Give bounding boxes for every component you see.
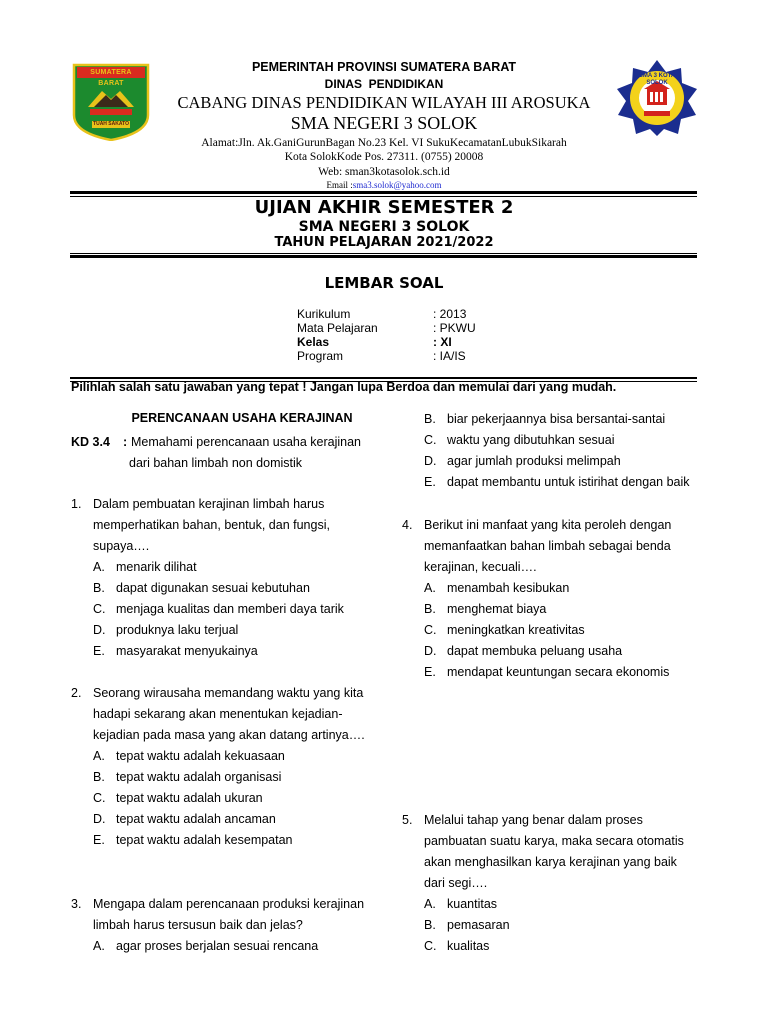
option-c[interactable] [424, 936, 510, 957]
option-text: agar proses berjalan sesuai rencana [116, 939, 319, 953]
info-key: Kelas [297, 335, 330, 349]
option-text: menghemat biaya [447, 602, 547, 616]
info-kelas [297, 335, 452, 349]
option-e[interactable] [424, 472, 690, 493]
header-line-3: CABANG DINAS PENDIDIKAN WILAYAH III AROSUKA [177, 93, 591, 112]
question-stem: Mengapa dalam perencanaan produksi kerajinan limbah harus tersusun baik dan jelas? [93, 897, 365, 932]
info-key: Kurikulum [297, 307, 351, 321]
option-list [93, 746, 293, 851]
left-logo-motto: TUAH SAKATO [93, 121, 129, 127]
info-value: : IA/IS [433, 349, 466, 363]
option-text: pemasaran [447, 918, 510, 932]
option-letter: E. [424, 665, 436, 679]
option-letter: E. [93, 644, 105, 658]
option-letter: A. [424, 897, 436, 911]
option-c[interactable] [424, 430, 690, 451]
option-text: tepat waktu adalah ancaman [116, 812, 276, 826]
option-c[interactable] [93, 599, 344, 620]
question-number: 2. [71, 686, 82, 700]
option-list [424, 578, 669, 683]
sheet-title: LEMBAR SOAL [324, 274, 444, 292]
option-letter: B. [93, 581, 105, 595]
question-number: 5. [402, 813, 413, 827]
option-c[interactable] [424, 620, 669, 641]
option-letter: A. [424, 581, 436, 595]
option-list [424, 409, 690, 493]
option-d[interactable] [424, 451, 690, 472]
option-letter: D. [424, 644, 437, 658]
info-mata-pelajaran [297, 321, 476, 335]
question-stem: Berikut ini manfaat yang kita peroleh dengan memanfaatkan bahan limbah sebagai benda kerajinan, kecuali…. [424, 518, 672, 574]
right-logo-title: SMA 3 KOTA SOLOK [638, 73, 676, 86]
option-letter: D. [424, 454, 437, 468]
option-text: kuantitas [447, 897, 498, 911]
instruction: Pilihlah salah satu jawaban yang tepat ! Jangan lupa Berdoa dan memulai dari yang mudah. [71, 380, 617, 394]
option-text: masyarakat menyukainya [116, 644, 258, 658]
option-a[interactable] [93, 936, 318, 957]
info-value: : XI [433, 335, 452, 349]
option-text: tepat waktu adalah organisasi [116, 770, 282, 784]
option-letter: C. [424, 433, 437, 447]
option-letter: E. [424, 475, 436, 489]
option-text: mendapat keuntungan secara ekonomis [447, 665, 670, 679]
option-d[interactable] [93, 809, 293, 830]
option-a[interactable] [93, 746, 293, 767]
email-link[interactable]: sma3.solok@yahoo.com [352, 180, 442, 190]
kd-separator: : [123, 435, 128, 449]
option-text: biar pekerjaannya bisa bersantai-santai [447, 412, 666, 426]
option-b[interactable] [93, 767, 293, 788]
info-value: : 2013 [433, 307, 467, 321]
option-e[interactable] [424, 662, 669, 683]
option-list [93, 936, 318, 957]
option-letter: A. [93, 560, 105, 574]
option-text: kualitas [447, 939, 490, 953]
option-text: tepat waktu adalah kekuasaan [116, 749, 285, 763]
question-number: 4. [402, 518, 413, 532]
title-rule-thin [70, 253, 697, 254]
exam-year: TAHUN PELAJARAN 2021/2022 [274, 235, 494, 250]
option-list [424, 894, 510, 957]
option-text: waktu yang dibutuhkan sesuai [447, 433, 615, 447]
option-text: dapat membuka peluang usaha [447, 644, 623, 658]
header-address-2: Kota SolokKode Pos. 27311. (0755) 20008 [284, 151, 484, 163]
left-logo-title: SUMATERA BARAT [90, 69, 132, 87]
question-stem: Melalui tahap yang benar dalam proses pambuatan suatu karya, maka secara otomatis akan menghasilkan karya kerajinan yang baik dari segi…. [424, 813, 684, 890]
option-letter: B. [424, 918, 436, 932]
info-key: Mata Pelajaran [297, 321, 378, 335]
info-key: Program [297, 349, 344, 363]
header-email-row [0, 180, 768, 190]
header-line-1: PEMERINTAH PROVINSI SUMATERA BARAT [251, 60, 517, 74]
option-text: dapat digunakan sesuai kebutuhan [116, 581, 310, 595]
option-letter: A. [93, 749, 105, 763]
option-letter: B. [424, 412, 436, 426]
header-address-1: Alamat:Jln. Ak.GaniGurunBagan No.23 Kel. VI SukuKecamatanLubukSikarah [201, 137, 567, 149]
option-letter: C. [424, 623, 437, 637]
option-c[interactable] [93, 788, 293, 809]
question-stem: Seorang wirausaha memandang waktu yang kita hadapi sekarang akan menentukan kejadian-kejadian pada masa yang akan datang artinya…. [93, 686, 365, 742]
question-number: 1. [71, 497, 82, 511]
instruction-rule-thick [70, 377, 697, 379]
option-letter: D. [93, 812, 106, 826]
kd-text-1: Memahami perencanaan usaha kerajinan [131, 435, 362, 449]
info-program [297, 349, 466, 363]
option-letter: B. [424, 602, 436, 616]
option-b[interactable] [424, 599, 669, 620]
option-a[interactable] [93, 557, 344, 578]
header-web: Web: sman3kotasolok.sch.id [318, 166, 450, 178]
option-text: dapat membantu untuk istirihat dengan baik [447, 475, 690, 489]
email-label: Email : [326, 180, 353, 190]
option-letter: C. [93, 602, 106, 616]
option-a[interactable] [424, 578, 669, 599]
option-d[interactable] [93, 620, 344, 641]
kd-code: KD 3.4 [71, 435, 110, 449]
option-e[interactable] [93, 641, 344, 662]
header-school: SMA NEGERI 3 SOLOK [290, 113, 478, 133]
title-rule-thick [70, 255, 697, 258]
option-text: menarik dilihat [116, 560, 197, 574]
header-line-2: DINAS PENDIDIKAN [324, 77, 444, 91]
option-text: produknya laku terjual [116, 623, 239, 637]
option-b[interactable] [424, 915, 510, 936]
question-number: 3. [71, 897, 82, 911]
info-kurikulum [297, 307, 466, 321]
info-value: : PKWU [433, 321, 476, 335]
exam-title: UJIAN AKHIR SEMESTER 2 [254, 197, 514, 218]
header-rule-thick [70, 191, 697, 194]
option-letter: B. [93, 770, 105, 784]
option-d[interactable] [424, 641, 669, 662]
option-text: agar jumlah produksi melimpah [447, 454, 621, 468]
option-text: tepat waktu adalah ukuran [116, 791, 263, 805]
option-e[interactable] [93, 830, 293, 851]
exam-school: SMA NEGERI 3 SOLOK [298, 219, 470, 235]
option-letter: C. [424, 939, 437, 953]
option-a[interactable] [424, 894, 510, 915]
question-stem: Dalam pembuatan kerajinan limbah harus memperhatikan bahan, bentuk, dan fungsi, supaya…. [93, 497, 330, 553]
option-letter: C. [93, 791, 106, 805]
kd-text-2: dari bahan limbah non domistik [129, 456, 303, 470]
option-text: tepat waktu adalah kesempatan [116, 833, 293, 847]
option-b[interactable] [424, 409, 690, 430]
option-text: meningkatkan kreativitas [447, 623, 585, 637]
option-letter: A. [93, 939, 105, 953]
option-text: menjaga kualitas dan memberi daya tarik [116, 602, 344, 616]
option-letter: D. [93, 623, 106, 637]
section-title: PERENCANAAN USAHA KERAJINAN [131, 411, 353, 425]
option-b[interactable] [93, 578, 344, 599]
option-list [93, 557, 344, 662]
option-letter: E. [93, 833, 105, 847]
option-text: menambah kesibukan [447, 581, 570, 595]
